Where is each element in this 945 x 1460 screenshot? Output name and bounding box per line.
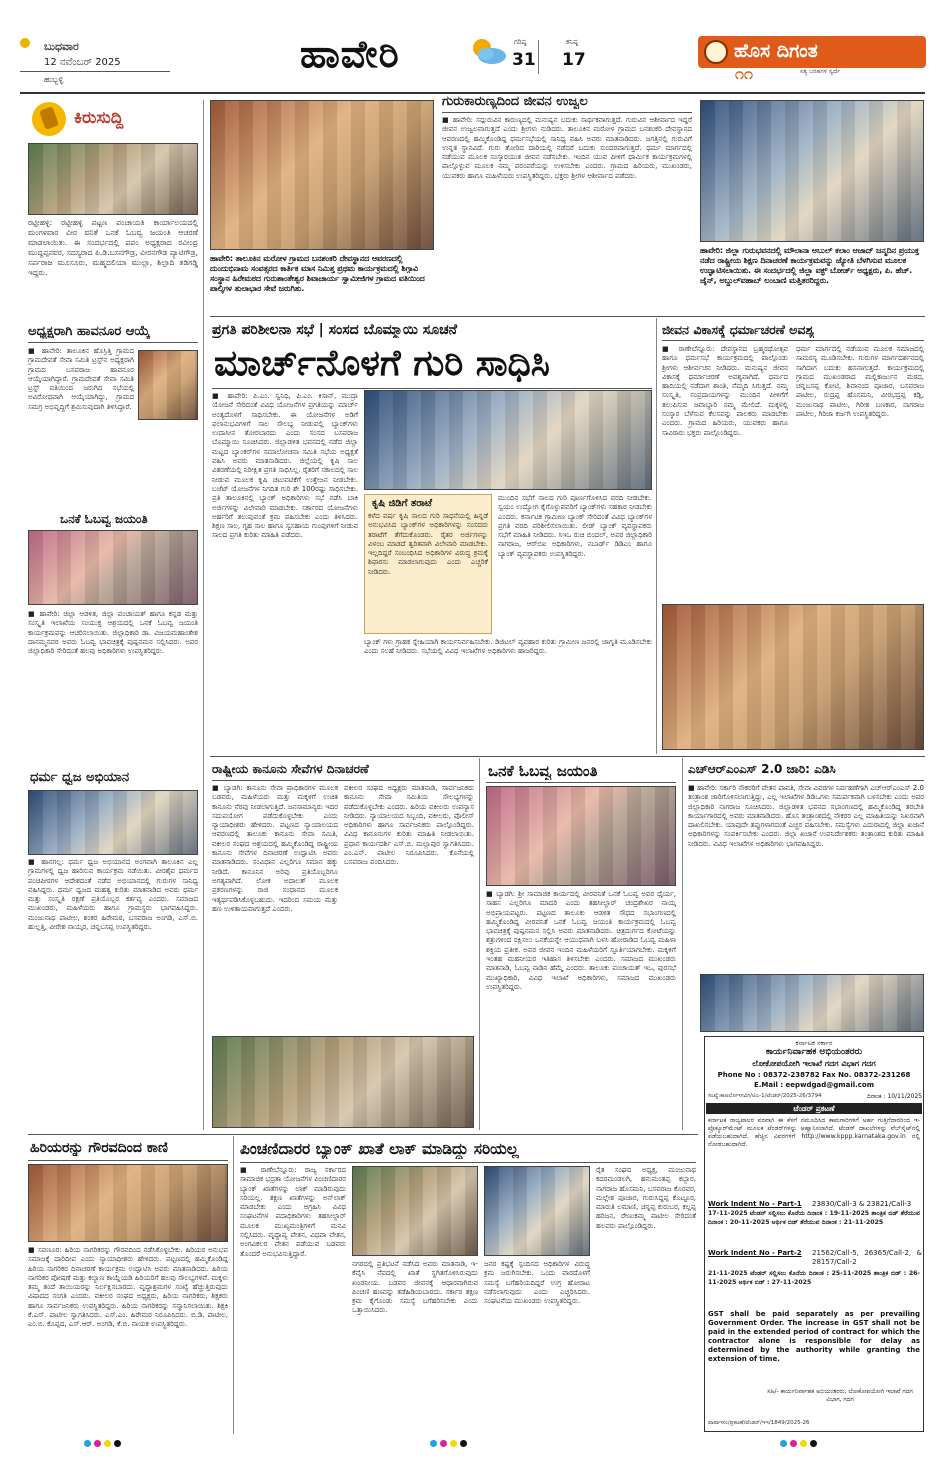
kirusuddi-title: ಕಿರುಸುದ್ದಿ [74, 108, 124, 128]
tender-work2-label: Work Indent No - Part-2 [708, 1249, 802, 1257]
date-bullet [20, 38, 30, 48]
tender-sign: ಸಹಿ/- ಕಾರ್ಯನಿರ್ವಾಹಕ ಅಭಿಯಂತರರು, ಲೋಕೋಪಯೋಗಿ ಇಲಾಖೆ ಗದಗ ವಿಭಾಗ, ಗದಗ [767, 1388, 913, 1403]
brief2-text: ■ ಹಾವೇರಿ: ತಾಲೂಕಿನ ಹೊಸ್ರಿತ್ತಿ ಗ್ರಾಮದ ಗ್ರಾಮದೇವತೆ ಸೇವಾ ಸಮಿತಿ ಟ್ರಸ್ಟ್‌ನ ಅಧ್ಯಕ್ಷರಾಗಿ ಗ್ರಾಮದ ಬಸವರಾಜ ಹಾವನೂರ ಆಯ್ಕೆಯಾಗಿದ್ದಾರೆ. ಗ್ರಾಮದೇವತೆ ಸೇವಾ ಸಮಿತಿ ಟ್ರಸ್ಟ್ ವತಿಯಿಂದ ಜರುಗಿದ ಸಭೆಯಲ್ಲಿ ಅವಿರೋಧವಾಗಿ ಆಯ್ಕೆಯಾಗಿದ್ದು, ಗ್ರಾಮದ ಸಮಗ್ರ ಅಭಿವೃದ್ಧಿಗೆ ಶ್ರಮಿಸುವುದಾಗಿ ತಿಳಿಸಿದ್ದಾರೆ. [28, 347, 134, 411]
weather-min-label: ಕನಿಷ್ಠ [566, 38, 578, 46]
brief3-photo [28, 530, 198, 605]
tender-work1: 23830/Call-3 & 23821/Call-3 [812, 1200, 912, 1208]
main-photo [364, 390, 652, 490]
pension-photo-1 [352, 1166, 478, 1256]
main-column-rule [656, 318, 657, 754]
top2-text: ■ ಹಾವೇರಿ: ಸದ್ಗುರುವಿನ ಕಾರುಣ್ಯದಲ್ಲಿ ಮನುಷ್ಯನ ಬದುಕು ಸಾರ್ಥಕವಾಗುತ್ತದೆ. ಗುರುವಿನ ಆಶೀರ್ವಾದ ಇದ್ದರೆ ಜೀವನ ಉಜ್ವಲವಾಗುತ್ತದೆ ಎಂದು ಶ್ರೀಗಳು ನುಡಿದರು. ತಾಲೂಕಿನ ಮರೋಳ ಗ್ರಾಮದ ಬನಶಂಕರಿ ದೇವಸ್ಥಾನದ ಆವರಣದಲ್ಲಿ ಹಮ್ಮಿಕೊಂಡಿದ್ದ ಧರ್ಮಸಭೆಯಲ್ಲಿ ಸಾನಿಧ್ಯ ವಹಿಸಿ ಅವರು ಮಾತನಾಡಿದರು. ಜಗತ್ತಿನಲ್ಲಿ ಗುರುವಿಗೆ ಉನ್ನತ ಸ್ಥಾನವಿದೆ. ಗುರು ತೋರಿದ ದಾರಿಯಲ್ಲಿ ನಡೆದರೆ ಬದುಕು ಸುಂದರವಾಗುತ್ತದೆ. ಧರ್ಮ ಮಾರ್ಗದಲ್ಲಿ ನಡೆಯುವ ಮೂಲಕ ಸಂಸ್ಕಾರಯುತ ಜೀವನ ನಡೆಸಬೇಕು. ಇಂದಿನ ಯುವ ಪೀಳಿಗೆ ಧಾರ್ಮಿಕ ಕಾರ್ಯಕ್ರಮಗಳಲ್ಲಿ ಪಾಲ್ಗೊಳ್ಳುವ ಮೂಲಕ ನಮ್ಮ ಪರಂಪರೆಯನ್ನು ಉಳಿಸಬೇಕು ಎಂದರು. ಗ್ರಾಮದ ಹಿರಿಯರು, ಮುಖಂಡರು, ಯುವಕರು ಹಾಗೂ ಮಹಿಳೆಯರು ಉಪಸ್ಥಿತರಿದ್ದರು. ಭಕ್ತರು ಶ್ರೀಗಳ ಆಶೀರ್ವಾದ ಪಡೆದರು. [442, 116, 692, 180]
registration-marks-bottom-right [780, 1440, 817, 1447]
pension-photo-2 [484, 1166, 590, 1256]
brief4-title: ಧರ್ಮ ಧ್ವಜ ಅಭಿಯಾನ [30, 770, 130, 785]
top3-photo [700, 100, 924, 242]
brand-name: ಹೊಸ ದಿಗಂತ [734, 40, 818, 62]
pension-title: ಪಿಂಚಣಿದಾರರ ಬ್ಯಾಂಕ್ ಖಾತೆ ಲಾಕ್ ಮಾಡಿದ್ದು ಸರಿಯಲ್ಲ [240, 1140, 519, 1158]
weather-max-value: 31 [512, 50, 536, 70]
weather-min-value: 17 [562, 50, 586, 70]
hrms-title: ಎಚ್‌ಆರ್‌ಎಂಎಸ್ 2.0 ಜಾರಿ: ಎಡಿಸಿ [688, 762, 836, 776]
main-box-title: ಕೃಷಿ ಜಿಡಿಗೆ ತರಾಟೆ [372, 498, 432, 509]
day-label: ಬುಧವಾರ [44, 40, 79, 53]
obavva-rule [486, 782, 676, 783]
brief1-photo [28, 143, 198, 215]
brand-tagline: ಸತ್ಯ ಬರಹಗಳ ಸ್ವರ್ಧೆ [800, 68, 841, 75]
main-box-text: ಕಳೆದ ವರ್ಷ ಕೃಷಿ ಸಾಲದ ಗುರಿ ಸಾಧನೆಯಲ್ಲಿ ಹಿನ್ನಡೆ ಅನುಭವಿಸಿದ ಬ್ಯಾಂಕ್‌ಗಳ ಅಧಿಕಾರಿಗಳನ್ನು ಸಂಸದರು ತರಾಟೆಗೆ ತೆಗೆದುಕೊಂಡರು. ರೈತರ ಅರ್ಜಿಗಳನ್ನು ವಿಳಂಬ ಮಾಡದೆ ತ್ವರಿತವಾಗಿ ವಿಲೇವಾರಿ ಮಾಡಬೇಕು. ಇಲ್ಲದಿದ್ದರೆ ಸಂಬಂಧಿಸಿದ ಅಧಿಕಾರಿಗಳ ವಿರುದ್ಧ ಕ್ರಮಕ್ಕೆ ಶಿಫಾರಸು ಮಾಡಲಾಗುವುದು ಎಂದು ಎಚ್ಚರಿಕೆ ನೀಡಿದರು. [368, 512, 488, 576]
brief3-text: ■ ಹಾವೇರಿ: ಜಿಲ್ಲಾ ಆಡಳಿತ, ಜಿಲ್ಲಾ ಪಂಚಾಯತ್ ಹಾಗೂ ಕನ್ನಡ ಮತ್ತು ಸಂಸ್ಕೃತಿ ಇಲಾಖೆಯ ಸಂಯುಕ್ತ ಆಶ್ರಯದಲ್ಲಿ ಒನಕೆ ಓಬವ್ವ ಜಯಂತಿ ಕಾರ್ಯಕ್ರಮವನ್ನು ಆಚರಿಸಲಾಯಿತು. ಜಿಲ್ಲಾಧಿಕಾರಿ ಡಾ. ವಿಜಯಮಹಾಂತೇಶ ದಾನಮ್ಮನವರ ಅವರು ಓಬವ್ವ ಭಾವಚಿತ್ರಕ್ಕೆ ಪುಷ್ಪನಮನ ಸಲ್ಲಿಸಿದರು. ಅಪರ ಜಿಲ್ಲಾಧಿಕಾರಿ ಸೇರಿದಂತೆ ಹಲವು ಅಧಿಕಾರಿಗಳು ಉಪಸ್ಥಿತರಿದ್ದರು. [28, 610, 198, 656]
bottom-row-rule [28, 1134, 698, 1135]
tender-gst: GST shall be paid separately as per prevailing Government Order. The increase in GST shall not be paid in the extended period of contract for which the contractor alone is responsible for delay as determined by the authority while granting the extension of time. [708, 1310, 920, 1363]
kanoonu-title: ರಾಷ್ಟ್ರೀಯ ಕಾನೂನು ಸೇವೆಗಳ ದಿನಾಚರಣೆ [212, 762, 369, 776]
date-label: 12 ನವೆಂಬರ್ 2025 [44, 57, 121, 68]
weather-icon [468, 36, 508, 66]
brief4-text: ■ ಹಾನಗಲ್ಲ: ಧರ್ಮ ಧ್ವಜ ಅಭಿಯಾನದ ಅಂಗವಾಗಿ ತಾಲೂಕಿನ ಎಲ್ಲ ಗ್ರಾಮಗಳಲ್ಲಿ ಧ್ವಜ ಹಾರಿಸುವ ಕಾರ್ಯಕ್ರಮ ನಡೆಯಿತು. ವೀರಶೈವ ಧರ್ಮದ ಪಂಚಪೀಠಗಳ ಆದೇಶದಂತೆ ನಡೆದ ಅಭಿಯಾನದಲ್ಲಿ ಗುರುಗಳ ಸಾನಿಧ್ಯ ವಹಿಸಿದ್ದರು. ಧರ್ಮ ಧ್ವಜದ ಮಹತ್ವ ಕುರಿತು ಮಾತನಾಡಿದ ಅವರು ಧರ್ಮ ಮತ್ತು ಸಂಸ್ಕೃತಿ ರಕ್ಷಣೆ ಪ್ರತಿಯೊಬ್ಬರ ಕರ್ತವ್ಯ ಎಂದರು. ಸಮಾಜದ ಮುಖಂಡರು, ಮಹಿಳೆಯರು ಹಾಗೂ ಗ್ರಾಮಸ್ಥರು ಭಾಗವಹಿಸಿದ್ದರು. ಮಂಜುನಾಥ ಪಾಟೀಲ, ಶಂಕರ ಹಿರೇಮಠ, ಬಸವರಾಜ ಅಂಗಡಿ, ಎಸ್.ಬಿ. ಹುಲ್ಲತ್ತಿ, ವೀರೇಶ ನಾಯ್ಕರ, ಚನ್ನಬಸಪ್ಪ ಉಪಸ್ಥಿತರಿದ್ದರು. [28, 858, 198, 932]
hiriyaru-title: ಹಿರಿಯರನ್ನು ಗೌರವದಿಂದ ಕಾಣಿ [30, 1140, 168, 1156]
tender-notice-title: ಟೆಂಡರ್ ಪ್ರಕಟಣೆ [793, 1104, 835, 1113]
dharma-col1: ■ ರಾಣೇಬೆನ್ನೂರು: ದೇವಸ್ಥಾನದ ಬ್ರಹ್ಮರಥೋತ್ಸವ ಹಾಗೂ ಧರ್ಮಸಭೆ ಕಾರ್ಯಕ್ರಮದಲ್ಲಿ ಪಾಲ್ಗೊಂಡು ಶ್ರೀಗಳು ಆಶೀರ್ವಚನ ನೀಡಿದರು. ಮನುಷ್ಯನ ಜೀವನ ವಿಕಾಸಕ್ಕೆ ಧರ್ಮಾಚರಣೆ ಅವಶ್ಯವಾಗಿದೆ. ಧರ್ಮದ ಹಾದಿಯಲ್ಲಿ ನಡೆದಾಗ ಶಾಂತಿ, ನೆಮ್ಮದಿ ಸಿಗುತ್ತದೆ. ನಮ್ಮ ಸಂಸ್ಕೃತಿ, ಸಂಪ್ರದಾಯಗಳನ್ನು ಮುಂದಿನ ಪೀಳಿಗೆಗೆ ತಲುಪಿಸುವ ಜವಾಬ್ದಾರಿ ನಮ್ಮ ಮೇಲಿದೆ. ಮಕ್ಕಳಲ್ಲಿ ಸಂಸ್ಕಾರ ಬೆಳೆಸುವ ಕೆಲಸವನ್ನು ಪಾಲಕರು ಮಾಡಬೇಕು ಎಂದರು. ಗ್ರಾಮದ ಹಿರಿಯರು, ಯುವಕರು ಹಾಗೂ ಸಾವಿರಾರು ಭಕ್ತರು ಪಾಲ್ಗೊಂಡಿದ್ದರು. [662, 345, 788, 437]
top2-title: ಗುರುಕಾರುಣ್ಯದಿಂದ ಜೀವನ ಉಜ್ವಲ [442, 94, 588, 109]
kanoonu-photo [212, 1036, 474, 1128]
pension-col3: ಜನರ ಕಷ್ಟಕ್ಕೆ ಸ್ಪಂದಿಸದ ಅಧಿಕಾರಿಗಳ ವಿರುದ್ಧ ಕ್ರಮ ಜರುಗಿಸಬೇಕು. ಒಂದು ವಾರದೊಳಗೆ ಸಮಸ್ಯೆ ಬಗೆಹರಿಯದಿದ್ದರೆ ಉಗ್ರ ಹೋರಾಟ ನಡೆಸಲಾಗುವುದು ಎಂದು ಎಚ್ಚರಿಸಿದರು. ಸಂಘಟನೆಯ ಮುಖಂಡರು ಉಪಸ್ಥಿತರಿದ್ದರು. [484, 1260, 590, 1306]
main-col3: ಬ್ಯಾಂಕ್ ಗಳು ಗ್ರಾಹಕ ಸ್ನೇಹಿಯಾಗಿ ಕಾರ್ಯನಿರ್ವಹಿಸಬೇಕು. ಡಿಜಿಟಲ್ ವ್ಯವಹಾರ ಕುರಿತು ಗ್ರಾಮೀಣ ಜನರಲ್ಲಿ ಜಾಗೃತಿ ಮೂಡಿಸಬೇಕು ಎಂದು ಸಲಹೆ ನೀಡಿದರು. ಸಭೆಯಲ್ಲಿ ವಿವಿಧ ಇಲಾಖೆಗಳ ಅಧಿಕಾರಿಗಳು ಹಾಜರಿದ್ದರು. [364, 638, 652, 656]
pension-col4: ರೈತ ಸಂಘದ ಅಧ್ಯಕ್ಷ, ಮಂಜುನಾಥ ಕದರಮಂಡಲಗಿ, ಹನುಮಂತಪ್ಪ ಕಬ್ಬಾರ, ನಾಗರಾಜ ಹೊಸಮನಿ, ಬಸವರಾಜ ಕೊರವರ, ಮಲ್ಲೇಶ ಪೂಜಾರ, ಗುರುಸಿದ್ದಪ್ಪ ಕೊಟ್ಟೂರ, ಮಾರುತಿ ಲಮಾಣಿ, ಚನ್ನಪ್ಪ ಕುರುಬರ, ಕಲ್ಲಪ್ಪ ಹರಿಜನ, ರೇಣುಕಮ್ಮ ಪಾಟೀಲ ಸೇರಿದಂತೆ ಹಲವರು ಪಾಲ್ಗೊಂಡಿದ್ದರು. [596, 1166, 696, 1230]
kanoonu-rule [212, 780, 474, 781]
brief1-text: ರಟ್ಟೀಹಳ್ಳಿ: ರಟ್ಟೀಹಳ್ಳಿ ಪಟ್ಟಣ ಪಂಚಾಯತಿ ಕಾರ್ಯಾಲಯದಲ್ಲಿ ಮಂಗಳವಾರ ವೀರ ವನಿತೆ ಒನಕೆ ಓಬವ್ವ ಜಯಂತಿ ಆಚರಣೆ ಮಾಡಲಾಯಿತು. ಈ ಸಂದರ್ಭದಲ್ಲಿ ಪಪಂ ಅಧ್ಯಕ್ಷರಾದ ರವೀಂದ್ರ ಮುದ್ದಪ್ಪನವರ, ಸದಸ್ಯರಾದ ಪಿ.ಡಿ.ಬಸನಗೌಡ್ರ, ವೀರನಗೌಡ ಪ್ಯಾಟಿಗೌಡ್ರ, ಸರ್ಪರಾಜ ಮೂಸೂರು, ಮಹ್ಮದಲಿಯಾ ಮುಲ್ಲಾ, ಶಿಲ್ಪಾದಿ ತಡಿಗಡ್ಡಿ ಇದ್ದರು. [28, 218, 198, 277]
tender-ref: ಸಂಖ್ಯೆ:ಕಾಅಲೋಇಗವಿಗ/ಟಿಎ-1/ಟೆಂಡರ್/2025-26/3794 [708, 1093, 822, 1099]
weather-max-label: ಗರಿಷ್ಠ [514, 38, 527, 46]
pension-col2: ನಗರದಲ್ಲಿ ಪ್ರತಿಭಟನೆ ನಡೆಸಿದ ಅವರು ಮಾತನಾಡಿ, ಇ-ಕೆವೈಸಿ ನೆಪದಲ್ಲಿ ಖಾತೆ ಸ್ಥಗಿತಗೊಳಿಸಿರುವುದು ಖಂಡನೀಯ. ಬಡವರ ಜೀವನಕ್ಕೆ ಆಧಾರವಾಗಿರುವ ಪಿಂಚಣಿ ಹಣವನ್ನು ತಡೆಹಿಡಿಯಬಾರದು. ಸರ್ಕಾರ ತಕ್ಷಣ ಕ್ರಮ ಕೈಗೊಂಡು ಸಮಸ್ಯೆ ಬಗೆಹರಿಸಬೇಕು ಎಂದು ಒತ್ತಾಯಿಸಿದರು. [352, 1260, 478, 1315]
edition-title: ಹಾವೇರಿ [300, 32, 400, 76]
top-row-rule [210, 316, 925, 317]
tender-work2-dates: 21-11-2025 ಟೆಂಡರ್ ಸಲ್ಲಿಸಲು ಕೊನೆಯ ದಿನಾಂಕ : 25-11-2025 ತಾಂತ್ರಿಕ ಬಿಡ್ : 26-11-2025 ಆರ್ಥಿಕ ಬಿಡ್ : 27-11-2025 [708, 1270, 920, 1286]
kanoonu-column-rule [479, 758, 480, 1130]
brief2-title: ಅಧ್ಯಕ್ಷರಾಗಿ ಹಾವನೂರ ಆಯ್ಕೆ [28, 324, 151, 339]
kanoonu-col1: ■ ಬ್ಯಾಡಗಿ: ಕಾನೂನು ಸೇವಾ ಪ್ರಾಧಿಕಾರಗಳ ಮೂಲಕ ಬಡವರು, ಮಹಿಳೆಯರು ಮತ್ತು ಮಕ್ಕಳಿಗೆ ಉಚಿತ ಕಾನೂನು ನೆರವು ನೀಡಲಾಗುತ್ತಿದೆ. ಜನಸಾಮಾನ್ಯರು ಇದರ ಸದುಪಯೋಗ ಪಡೆದುಕೊಳ್ಳಬೇಕು ಎಂದು ನ್ಯಾಯಾಧೀಶರು ಹೇಳಿದರು. ಪಟ್ಟಣದ ನ್ಯಾಯಾಲಯದ ಆವರಣದಲ್ಲಿ ತಾಲೂಕು ಕಾನೂನು ಸೇವಾ ಸಮಿತಿ, ವಕೀಲರ ಸಂಘದ ಆಶ್ರಯದಲ್ಲಿ ಹಮ್ಮಿಕೊಂಡಿದ್ದ ರಾಷ್ಟ್ರೀಯ ಕಾನೂನು ಸೇವೆಗಳ ದಿನಾಚರಣೆ ಉದ್ಘಾಟಿಸಿ ಅವರು ಮಾತನಾಡಿದರು. ಸಂವಿಧಾನ ಎಲ್ಲರಿಗೂ ಸಮಾನ ಹಕ್ಕು ನೀಡಿದೆ. ಕಾನೂನಿನ ಅರಿವು ಪ್ರತಿಯೊಬ್ಬರಿಗೂ ಅಗತ್ಯವಾಗಿದೆ. ಲೋಕ ಅದಾಲತ್ ಮೂಲಕ ಪ್ರಕರಣಗಳನ್ನು ರಾಜಿ ಸಂಧಾನದ ಮೂಲಕ ಇತ್ಯರ್ಥಪಡಿಸಿಕೊಳ್ಳಬಹುದು. ಇದರಿಂದ ಸಮಯ ಮತ್ತು ಹಣ ಉಳಿತಾಯವಾಗುತ್ತದೆ ಎಂದರು. [212, 784, 338, 913]
top3-caption: ಹಾವೇರಿ: ಜಿಲ್ಲಾ ಗುರುಭವನದಲ್ಲಿ ಮೌಲಾನಾ ಅಬುಲ್ ಕಲಾಂ ಆಜಾದ್ ಜನ್ಮದಿನ ಪ್ರಯುಕ್ತ ನಡೆದ ರಾಷ್ಟ್ರೀಯ ಶಿಕ್ಷಣ ದಿನಾಚರಣೆ ಕಾರ್ಯಕ್ರಮವನ್ನು ಜ್ಯೋತಿ ಬೆಳಗಿಸುವ ಮೂಲಕ ಉದ್ಘಾಟಿಸಲಾಯಿತು. ಈ ಸಂದರ್ಭದಲ್ಲಿ ಜಿಲ್ಲಾ ವಕ್ಫ್ ಬೋರ್ಡ್ ಅಧ್ಯಕ್ಷರು, ಪಿ. ಹೆಚ್. ಜೈನ್, ಅಬ್ದುಲ್‌ವಹಾಬ್ ಲಂಬಾಣಿ ಮತ್ತಿತರರಿದ್ದರು. [700, 246, 920, 285]
mid-row-rule [210, 756, 925, 757]
hiriyaru-photo [28, 1164, 228, 1242]
main-col1: ■ ಹಾವೇರಿ: ಪಿ.ಎಂ. ಸ್ವನಿಧಿ, ಪಿ.ಎಂ. ಕಿಸಾನ್, ಮುದ್ರಾ ಯೋಜನೆ ಸೇರಿದಂತೆ ವಿವಿಧ ಯೋಜನೆಗಳ ಪ್ರಗತಿಯನ್ನು ಮಾರ್ಚ್ ಅಂತ್ಯದೊಳಗೆ ಸಾಧಿಸಬೇಕು. ಈ ಯೋಜನೆಗಳ ಅಡಿಗೆ ಫಲಾನುಭವಿಗಳಿಗೆ ಸಾಲ ಸೌಲಭ್ಯ ನೀಡುವಲ್ಲಿ ಬ್ಯಾಂಕ್‌ಗಳು ಉದಾಸೀನ ತೋರಬಾರದು ಎಂದು ಸಂಸದ ಬಸವರಾಜ ಬೊಮ್ಮಾಯಿ ಸೂಚಿಸಿದರು. ಜಿಲ್ಲಾಡಳಿತ ಭವನದಲ್ಲಿ ನಡೆದ ಜಿಲ್ಲಾ ಮಟ್ಟದ ಬ್ಯಾಂಕರ್‌ಗಳ ಸಮಾಲೋಚನಾ ಸಮಿತಿ ಸಭೆಯ ಅಧ್ಯಕ್ಷತೆ ವಹಿಸಿ ಅವರು ಮಾತನಾಡಿದರು. ಜಿಲ್ಲೆಯಲ್ಲಿ ಕೃಷಿ ಸಾಲ ವಿತರಣೆಯಲ್ಲಿ ನಿರೀಕ್ಷಿತ ಪ್ರಗತಿ ಸಾಧಿಸಿಲ್ಲ. ರೈತರಿಗೆ ಸಕಾಲದಲ್ಲಿ ಸಾಲ ನೀಡುವ ಮೂಲಕ ಕೃಷಿ ಚಟುವಟಿಕೆಗೆ ಉತ್ತೇಜನ ನೀಡಬೇಕು. ಬಜೆಟ್ ಯೋಜನೆಗಳ ನಿಗದಿತ ಗುರಿ ಶೇ 100ರಷ್ಟು ಸಾಧಿಸಬೇಕು. ಪ್ರತಿ ತಾಲೂಕಿನಲ್ಲಿ ಬ್ಯಾಂಕ್ ಅಧಿಕಾರಿಗಳು ಸಭೆ ನಡೆಸಿ ಬಾಕಿ ಅರ್ಜಿಗಳನ್ನು ವಿಲೇವಾರಿ ಮಾಡಬೇಕು. ಸರ್ಕಾರದ ಯೋಜನೆಗಳು ಅರ್ಹರಿಗೆ ತಲುಪುವಂತೆ ಕ್ರಮ ವಹಿಸಬೇಕು ಎಂದು ತಿಳಿಸಿದರು. ಶಿಕ್ಷಣ ಸಾಲ, ಗೃಹ ಸಾಲ ಹಾಗೂ ಸ್ವಸಹಾಯ ಗುಂಪುಗಳಿಗೆ ನೀಡುವ ಸಾಲದ ಪ್ರಗತಿ ಕುರಿತು ಮಾಹಿತಿ ಪಡೆದರು. [212, 392, 358, 540]
pension-col1: ■ ರಾಣೇಬೆನ್ನೂರು: ರಾಜ್ಯ ಸರ್ಕಾರದ ಸಾಮಾಜಿಕ ಭದ್ರತಾ ಯೋಜನೆಗಳ ಪಿಂಚಣಿದಾರರ ಬ್ಯಾಂಕ್ ಖಾತೆಗಳನ್ನು ಲಾಕ್ ಮಾಡಿರುವುದು ಸರಿಯಲ್ಲ. ತಕ್ಷಣ ಖಾತೆಗಳನ್ನು ಅನ್‌ಲಾಕ್ ಮಾಡಬೇಕು ಎಂದು ಆಗ್ರಹಿಸಿ ವಿವಿಧ ಸಂಘಟನೆಗಳ ಪದಾಧಿಕಾರಿಗಳು ತಹಸೀಲ್ದಾರ್ ಮೂಲಕ ಮುಖ್ಯಮಂತ್ರಿಗಳಿಗೆ ಮನವಿ ಸಲ್ಲಿಸಿದರು. ವೃದ್ಧಾಪ್ಯ ವೇತನ, ವಿಧವಾ ವೇತನ, ಅಂಗವಿಕಲರ ವೇತನ ಪಡೆಯುವ ಬಡವರು ತೊಂದರೆ ಅನುಭವಿಸುತ್ತಿದ್ದಾರೆ. [240, 1166, 346, 1258]
hrms-text: ■ ಹಾವೇರಿ: ಸರ್ಕಾರಿ ನೌಕರರಿಗೆ ವೇತನ ಪಾವತಿ, ಸೇವಾ ವಿವರಗಳ ನಿರ್ವಹಣೆಗಾಗಿ ಎಚ್‌ಆರ್‌ಎಂಎಸ್ 2.0 ತಂತ್ರಾಂಶ ಜಾರಿಗೊಳಿಸಲಾಗುತ್ತಿದ್ದು, ಎಲ್ಲ ಇಲಾಖೆಗಳ ಡಿಡಿಒಗಳು ಸಮರ್ಪಕವಾಗಿ ಬಳಸಬೇಕು ಎಂದು ಅಪರ ಜಿಲ್ಲಾಧಿಕಾರಿ ನಾಗರಾಜ ಸೂಚಿಸಿದರು. ಜಿಲ್ಲಾಡಳಿತ ಭವನದ ಸಭಾಂಗಣದಲ್ಲಿ ಹಮ್ಮಿಕೊಂಡಿದ್ದ ತರಬೇತಿ ಕಾರ್ಯಾಗಾರದಲ್ಲಿ ಅವರು ಮಾತನಾಡಿದರು. ಹೊಸ ತಂತ್ರಾಂಶದಲ್ಲಿ ನೌಕರರ ಎಲ್ಲ ಮಾಹಿತಿಯನ್ನು ನಿಖರವಾಗಿ ದಾಖಲಿಸಬೇಕು. ಯಾವುದೇ ತಪ್ಪುಗಳಾಗದಂತೆ ಎಚ್ಚರ ವಹಿಸಬೇಕು. ಸಮಸ್ಯೆಗಳು ಎದುರಾದಲ್ಲಿ ಜಿಲ್ಲಾ ಖಜಾನೆ ಅಧಿಕಾರಿಗಳನ್ನು ಸಂಪರ್ಕಿಸಬೇಕು ಎಂದರು. ಜಿಲ್ಲಾ ಖಜಾನೆ ಉಪನಿರ್ದೇಶಕರು ತಂತ್ರಾಂಶದ ಕುರಿತು ಮಾಹಿತಿ ನೀಡಿದರು. ವಿವಿಧ ಇಲಾಖೆಗಳ ಅಧಿಕಾರಿಗಳು ಭಾಗವಹಿಸಿದ್ದರು. [688, 784, 924, 848]
date-divider [20, 71, 170, 72]
main-headline: ಮಾರ್ಚ್‌ನೊಳಗೆ ಗುರಿ ಸಾಧಿಸಿ [214, 343, 550, 384]
main-kicker: ಪ್ರಗತಿ ಪರಿಶೀಲನಾ ಸಭೆ | ಸಂಸದ ಬೊಮ್ಮಾಯಿ ಸೂಚನೆ [212, 322, 458, 338]
city-label: ಹುಬ್ಬಳ್ಳಿ [44, 75, 64, 84]
hiriyaru-rule [28, 1160, 228, 1161]
registration-marks-bottom-left [84, 1440, 121, 1447]
brief4-photo [28, 790, 198, 855]
hrms-photo [700, 974, 924, 1032]
hiriyaru-column-rule [233, 1136, 234, 1434]
brief2-rule [28, 342, 198, 343]
tender-work1-dates: 17-11-2025 ಟೆಂಡರ್ ಸಲ್ಲಿಸಲು ಕೊನೆಯ ದಿನಾಂಕ : 19-11-2025 ತಾಂತ್ರಿಕ ಬಿಡ್ ತೆರೆಯುವ ದಿನಾಂಕ : 20-11-2025 ಆರ್ಥಿಕ ಬಿಡ್ ತೆರೆಯುವ ದಿನಾಂಕ : 21-11-2025 [708, 1210, 920, 1226]
tender-division: ಲೋಕೋಪಯೋಗಿ ಇಲಾಖೆ ಗದಗ ವಿಭಾಗ ಗದಗ [752, 1059, 876, 1068]
left-column-rule [203, 100, 204, 1130]
tender-phone: Phone No : 08372-238782 Fax No. 08372-231268 [717, 1071, 911, 1079]
tender-govt: ಕರ್ನಾಟಕ ಸರ್ಕಾರ [795, 1039, 833, 1047]
kanoonu-col2: ವಕೀಲರ ಸಂಘದ ಅಧ್ಯಕ್ಷರು ಮಾತನಾಡಿ, ಸಾರ್ವಜನಿಕರು ಕಾನೂನು ಸೇವಾ ಸಮಿತಿಯ ಸೌಲಭ್ಯಗಳನ್ನು ಪಡೆದುಕೊಳ್ಳಬೇಕು ಎಂದರು. ಹಿರಿಯ ವಕೀಲರು ಉಪನ್ಯಾಸ ನೀಡಿದರು. ನ್ಯಾಯಾಲಯದ ಸಿಬ್ಬಂದಿ, ವಕೀಲರು, ಪೊಲೀಸ್ ಅಧಿಕಾರಿಗಳು ಹಾಗೂ ಸಾರ್ವಜನಿಕರು ಪಾಲ್ಗೊಂಡಿದ್ದರು. ವಿವಿಧ ಕಾನೂನುಗಳ ಕುರಿತು ಮಾಹಿತಿ ನೀಡಲಾಯಿತು. ಪ್ರಧಾನ ಕಾರ್ಯದರ್ಶಿ ಎಸ್.ಬಿ. ಮಲ್ಲಾಪುರ ಸ್ವಾಗತಿಸಿದರು. ಎಂ.ಎನ್. ಪಾಟೀಲ ನಿರೂಪಿಸಿದರು. ಕೊನೆಯಲ್ಲಿ ಬಸವರಾಜ ವಂದಿಸಿದರು. [344, 784, 474, 867]
obavva-text: ■ ಬ್ಯಾಡಗಿ: ಶ್ರೀ ಸಾಮಾಜಿಕ ಕಾರ್ಯದಲ್ಲಿ ವೀರವನಿತೆ ಒನಕೆ ಓಬವ್ವ ಅವರ ಧೈರ್ಯ, ಸಾಹಸ ಎಲ್ಲರಿಗೂ ಮಾದರಿ ಎಂದು ತಹಸೀಲ್ದಾರ್ ಚಂದ್ರಶೇಖರ ನಾಯ್ಕ ಅಭಿಪ್ರಾಯಪಟ್ಟರು. ಪಟ್ಟಣದ ತಾಲೂಕು ಆಡಳಿತ ಸೌಧದ ಸಭಾಂಗಣದಲ್ಲಿ ಹಮ್ಮಿಕೊಂಡಿದ್ದ ವೀರವನಿತೆ ಒನಕೆ ಓಬವ್ವ ಜಯಂತಿ ಕಾರ್ಯಕ್ರಮದಲ್ಲಿ ಓಬವ್ವ ಭಾವಚಿತ್ರಕ್ಕೆ ಪುಷ್ಪನಮನ ಸಲ್ಲಿಸಿ ಅವರು ಮಾತನಾಡಿದರು. ಚಿತ್ರದುರ್ಗದ ಕೋಟೆಯನ್ನು ಶತ್ರುಗಳಿಂದ ರಕ್ಷಿಸಲು ಒನಕೆಯನ್ನೇ ಆಯುಧವಾಗಿ ಬಳಸಿ ಹೋರಾಡಿದ ಓಬವ್ವ ಮಹಿಳಾ ಶಕ್ತಿಯ ಪ್ರತೀಕ. ಅವರ ಜೀವನ ಇಂದಿನ ಮಹಿಳೆಯರಿಗೆ ಸ್ಫೂರ್ತಿಯಾಗಬೇಕು. ಮಕ್ಕಳಿಗೆ ಇಂತಹ ಮಹನೀಯರ ಇತಿಹಾಸ ತಿಳಿಸಬೇಕು ಎಂದರು. ಸಮಾಜದ ಮುಖಂಡರು ಮಾತನಾಡಿ, ಓಬವ್ವ ನಾಡಿನ ಹೆಮ್ಮೆ ಎಂದರು. ತಾಲೂಕು ಪಂಚಾಯತ್ ಇಒ, ಪುರಸಭೆ ಮುಖ್ಯಾಧಿಕಾರಿ, ವಿವಿಧ ಇಲಾಖೆ ಅಧಿಕಾರಿಗಳು, ಸಮಾಜದ ಮುಖಂಡರು ಉಪಸ್ಥಿತರಿದ್ದರು. [486, 890, 676, 991]
weather-divider [538, 40, 539, 74]
obavva-column-rule [682, 758, 683, 1130]
dharma-rule [662, 340, 924, 341]
brief3-title: ಒನಕೆ ಓಬವ್ವ ಜಯಂತಿ [60, 512, 148, 526]
top2-rule [442, 112, 692, 113]
tender-body: ಕರ್ನಾಟಕ ರಾಜ್ಯಪಾಲರ ಪರವಾಗಿ ಈ ಕೆಳಗೆ ನಮೂದಿಸಿದ ಕಾಮಗಾರಿಗಳಿಗೆ ಅರ್ಹ ಗುತ್ತಿಗೆದಾರರಿಂದ ಇ-ಪ್ರೊಕ್ಯೂರ್‌ಮೆಂಟ್ ಮೂಲಕ ಟೆಂಡರ್‌ಗಳನ್ನು ಆಹ್ವಾನಿಸಲಾಗಿದೆ. ಟೆಂಡರ್ ದಾಖಲೆಗಳನ್ನು ವೆಬ್‌ಸೈಟ್‌ನಲ್ಲಿ ಪಡೆಯಬಹುದಾಗಿದೆ. ಹೆಚ್ಚಿನ ವಿವರಗಳಿಗೆ http://www.kppp.karnataka.gov.in ನಲ್ಲಿ ನೋಡಬಹುದಾಗಿದೆ. [708, 1117, 920, 1148]
tender-email: E.Mail : eepwdgad@gmail.com [753, 1081, 875, 1089]
dharma-photo [662, 604, 924, 750]
dharma-col2: ಧರ್ಮ ಮಾರ್ಗದಲ್ಲಿ ನಡೆಯುವ ಮೂಲಕ ಸಮಾಜದಲ್ಲಿ ಸಾಮರಸ್ಯ ಮೂಡಿಸಬೇಕು. ಗುರುಗಳ ಮಾರ್ಗದರ್ಶನದಲ್ಲಿ ಸಾಗಿದಾಗ ಬದುಕು ಹಸನಾಗುತ್ತದೆ. ಕಾರ್ಯಕ್ರಮದಲ್ಲಿ ಗ್ರಾಮದ ಮುಖಂಡರಾದ ಮಲ್ಲಿಕಾರ್ಜುನ ಮಠದ, ಚನ್ನಬಸಪ್ಪ ಕೋಟಿ, ಶಿವಾನಂದ ಪೂಜಾರ, ಬಸವರಾಜ ಪಾಟೀಲ, ರುದ್ರಪ್ಪ ಹೊಸಮನಿ, ವೀರಭದ್ರಪ್ಪ ಕಡ್ಲಿ, ಮಂಜುನಾಥ ಪಾಟೀಲ, ಗಿರೀಶ ಬಣಕಾರ, ನಾಗರಾಜ ಪಾಟೀಲ, ಗಿರಿಜಾ ಕರ್ಜಗಿ ಉಪಸ್ಥಿತರಿದ್ದರು. [796, 345, 924, 419]
main-rule [212, 388, 652, 389]
tender-footer: ವಾಪಾಇಸಂ/ಪ್ರಕಟಣೆ/ಟೆಂಡರ್/ಇಇ/1849/2025-26 [708, 1420, 810, 1426]
obavva-title: ಒನಕೆ ಓಬವ್ವ ಜಯಂತಿ [488, 762, 598, 780]
pension-rule [240, 1162, 696, 1163]
brand-emblem-icon [704, 40, 728, 64]
top1-caption: ಹಾವೇರಿ: ತಾಲೂಕಿನ ಮರೋಳ ಗ್ರಾಮದ ಬನಶಂಕರಿ ದೇವಸ್ಥಾನದ ಆವರಣದಲ್ಲಿ ದುಂದುಭಿನಾಮ ಸಂವತ್ಸರದ ಕಾರ್ತಿಕ ಮಾಸ ನಿಮಿತ್ತ ಪ್ರಥಮ ಕಾರ್ಯಕ್ರಮದಲ್ಲಿ ಶಿಗ್ಗಾವಿ ಸಂಸ್ಥಾನ ಹಿರೇಮಠದ ಗುರುಶಾಂತೇಶ್ವರ ಶಿವಾಚಾರ್ಯ ಸ್ವಾಮೀಜಿಗಳ ಗ್ರಾಮದ ವತಿಯಿಂದ ಪಾಲ್ಕಿಗಳ ತುಲಾಭಾರ ಸೇವೆ ಜರುಗಿತು. [210, 254, 425, 293]
brief2-text-more [28, 424, 198, 482]
hrms-rule [688, 780, 924, 781]
registration-marks-bottom-center [430, 1440, 467, 1447]
brief2-portrait [138, 350, 198, 420]
tender-office: ಕಾರ್ಯನಿರ್ವಾಹಕ ಅಭಿಯಂತರರು [765, 1047, 863, 1057]
tender-work2: 21562/Call-5, 26365/Call-2, & 28157/Call-2 [812, 1249, 922, 1266]
masthead [0, 0, 945, 92]
obavva-photo [486, 786, 676, 886]
dharma-title: ಜೀವನ ವಿಕಾಸಕ್ಕೆ ಧರ್ಮಾಚರಣೆ ಅವಶ್ಯ [662, 322, 815, 337]
kirusuddi-header [26, 100, 196, 140]
top1-photo [210, 100, 434, 250]
tender-date: ದಿನಾಂಕ : 10/11/2025 [866, 1093, 922, 1100]
main-col2: ಮುಂದಿನ ಸಭೆಗೆ ಸಾಲದ ಗುರಿ ಪೂರ್ಣಗೊಳಿಸಿದ ವರದಿ ನೀಡಬೇಕು. ಸ್ವಯಂ ಉದ್ಯೋಗ ಕೈಗೊಳ್ಳುವವರಿಗೆ ಬ್ಯಾಂಕ್‌ಗಳು ಸಹಕಾರ ನೀಡಬೇಕು ಎಂದರು. ಕರ್ನಾಟಕ ಗ್ರಾಮೀಣ ಬ್ಯಾಂಕ್ ಸೇರಿದಂತೆ ವಿವಿಧ ಬ್ಯಾಂಕ್‌ಗಳ ಪ್ರಗತಿ ವರದಿ ಪರಿಶೀಲಿಸಲಾಯಿತು. ಲೀಡ್ ಬ್ಯಾಂಕ್ ವ್ಯವಸ್ಥಾಪಕರು ಸಭೆಗೆ ಮಾಹಿತಿ ನೀಡಿದರು. ಸಿಇಒ ರುಚಿ ಬಿಂದಲ್, ಅಪರ ಜಿಲ್ಲಾಧಿಕಾರಿ ನಾಗರಾಜ, ಆರ್‌ಬಿಐ ಅಧಿಕಾರಿಗಳು, ನಬಾರ್ಡ್ ಡಿಡಿಎಂ ಹಾಗೂ ಬ್ಯಾಂಕ್ ವ್ಯವಸ್ಥಾಪಕರು ಉಪಸ್ಥಿತರಿದ್ದರು. [498, 494, 652, 558]
page-number: ೧೧ [735, 64, 753, 83]
hiriyaru-text: ■ ಸವಣೂರ: ಹಿರಿಯ ನಾಗರಿಕರನ್ನು ಗೌರವದಿಂದ ನಡೆಸಿಕೊಳ್ಳಬೇಕು. ಹಿರಿಯರ ಅನುಭವ ಸಮಾಜಕ್ಕೆ ದಾರಿದೀಪ ಎಂದು ನ್ಯಾಯಾಧೀಶರು ಹೇಳಿದರು. ಪಟ್ಟಣದಲ್ಲಿ ಹಮ್ಮಿಕೊಂಡಿದ್ದ ಹಿರಿಯ ನಾಗರಿಕರ ದಿನಾಚರಣೆ ಕಾರ್ಯಕ್ರಮ ಉದ್ಘಾಟಿಸಿ ಅವರು ಮಾತನಾಡಿದರು. ಹಿರಿಯ ನಾಗರಿಕರ ಪೋಷಣೆ ಮತ್ತು ಕಲ್ಯಾಣ ಕಾಯ್ದೆಯಡಿ ಹಿರಿಯರಿಗೆ ಹಲವು ಸೌಲಭ್ಯಗಳಿವೆ. ಮಕ್ಕಳು ತಮ್ಮ ತಂದೆ ತಾಯಿಯರನ್ನು ನಿರ್ಲಕ್ಷಿಸಬಾರದು. ವೃದ್ಧಾಶ್ರಮಗಳ ಸಂಖ್ಯೆ ಹೆಚ್ಚುತ್ತಿರುವುದು ವಿಷಾದದ ಸಂಗತಿ ಎಂದರು. ವಕೀಲರ ಸಂಘದ ಅಧ್ಯಕ್ಷರು, ಹಿರಿಯ ನಾಗರಿಕರು, ಶಿಕ್ಷಕರು ಹಾಗೂ ಸಾರ್ವಜನಿಕರು ಉಪಸ್ಥಿತರಿದ್ದರು. ಹಿರಿಯ ನಾಗರಿಕರನ್ನು ಸನ್ಮಾನಿಸಲಾಯಿತು. ಶಿಕ್ಷಕಿ ಕೆ.ಎಸ್. ಪಾಟೀಲ ಸ್ವಾಗತಿಸಿದರು. ಎಸ್.ಎಂ. ಹಿರೇಮಠ ನಿರೂಪಿಸಿದರು. ಬಿ.ಡಿ. ಪಾಟೀಲ, ಎಂ.ಬಿ. ಕೊಪ್ಪದ, ಎಸ್.ಆರ್. ಅಂಗಡಿ, ಕೆ.ಬಿ. ನಾಯಕ ಉಪಸ್ಥಿತರಿದ್ದರು. [28, 1246, 228, 1329]
tender-work1-label: Work Indent No - Part-1 [708, 1200, 802, 1208]
